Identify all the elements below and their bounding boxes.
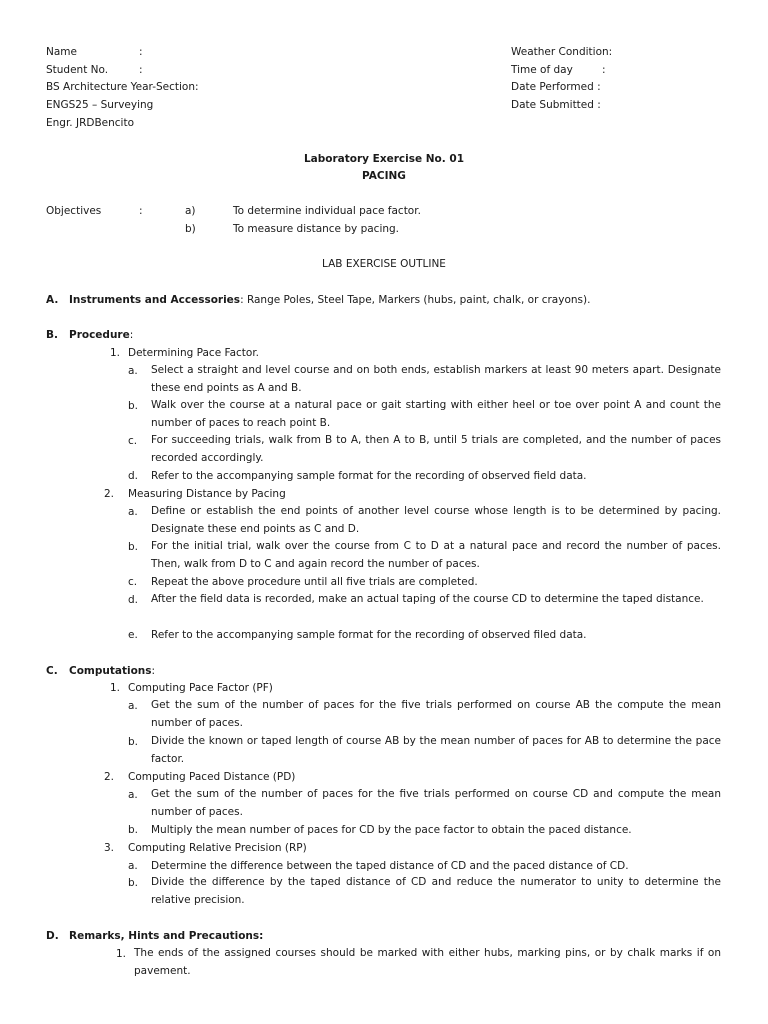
step-letter: b. (128, 824, 139, 836)
step-letter: d. (128, 594, 139, 606)
step-text: Divide the known or taped length of course AB by the mean number of paces for AB to determine the pace factor. (151, 735, 721, 765)
objectives-separator: : (139, 205, 143, 217)
time-of-day-label: Time of day (511, 64, 573, 76)
remark-number: 1. (116, 948, 127, 960)
procedure-heading: Determining Pace Factor. (128, 347, 260, 359)
step-text: Define or establish the end points of another level course whose length is to be determined by pacing. Designate these end points as C and D. (151, 505, 721, 535)
step-text: Repeat the above procedure until all five trials are completed. (151, 576, 478, 588)
section-a-title: Instruments and Accessories (69, 294, 241, 306)
section-c-heading (69, 664, 155, 678)
step-letter: a. (128, 506, 138, 518)
step-letter: d. (128, 470, 139, 482)
objective-letter: a) (185, 205, 196, 217)
section-c-letter: C. (46, 665, 58, 677)
exercise-subtitle: PACING (362, 170, 406, 182)
step-text: Refer to the accompanying sample format for the recording of observed filed data. (151, 629, 587, 641)
exercise-title: Laboratory Exercise No. 01 (303, 153, 465, 165)
date-submitted-label: Date Submitted : (511, 99, 601, 111)
objectives-label: Objectives (46, 205, 102, 217)
step-letter: c. (128, 576, 138, 588)
date-performed-label: Date Performed : (511, 81, 601, 93)
section-b-letter: B. (46, 329, 58, 341)
step-text: For the initial trial, walk over the course from C to D at a natural pace and record the number of paces. Then, walk from D to C and again record the number of paces. (151, 540, 721, 570)
computation-number: 1. (110, 682, 121, 694)
section-b-heading (69, 328, 133, 342)
step-letter: a. (128, 860, 138, 872)
section-b-title: Procedure (69, 329, 130, 341)
step-text: Divide the difference by the taped distance of CD and reduce the numerator to unity to determine the relative precision. (151, 876, 721, 906)
section-a-text: : Range Poles, Steel Tape, Markers (hubs, paint, chalk, or crayons). (240, 294, 591, 306)
step-letter: a. (128, 365, 138, 377)
step-letter: e. (128, 629, 138, 641)
step-text: Multiply the mean number of paces for CD by the pace factor to obtain the paced distance. (151, 824, 632, 836)
student-no-label: Student No. (46, 64, 109, 76)
section-a-line (69, 293, 590, 307)
section-d-letter: D. (46, 930, 59, 942)
step-letter: b. (128, 736, 139, 748)
computation-number: 2. (104, 771, 115, 783)
step-text: Get the sum of the number of paces for the five trials performed on course CD and compute the mean number of paces. (151, 788, 721, 818)
objective-text: To measure distance by pacing. (233, 223, 400, 235)
weather-condition-label: Weather Condition: (511, 46, 613, 58)
remark-text: The ends of the assigned courses should be marked with either hubs, marking pins, or by chalk marks if on pavement. (134, 947, 721, 977)
objective-letter: b) (185, 223, 196, 235)
step-letter: b. (128, 877, 139, 889)
step-letter: c. (128, 435, 138, 447)
name-label: Name (46, 46, 77, 58)
student-no-separator: : (139, 64, 143, 76)
step-letter: a. (128, 700, 138, 712)
course-code-label: ENGS25 – Surveying (46, 99, 154, 111)
computation-heading: Computing Relative Precision (RP) (128, 842, 307, 854)
time-of-day-separator: : (602, 64, 606, 76)
step-letter: a. (128, 789, 138, 801)
computation-heading: Computing Paced Distance (PD) (128, 771, 296, 783)
step-text: Walk over the course at a natural pace or gait starting with either heel or toe over point A and count the number of paces to reach point B. (151, 399, 721, 429)
name-separator: : (139, 46, 143, 58)
step-text: Get the sum of the number of paces for the five trials performed on course AB the compute the mean number of paces. (151, 699, 721, 729)
step-letter: b. (128, 400, 139, 412)
step-text: Select a straight and level course and on both ends, establish markers at least 90 meters apart. Designate these end points as A and B. (151, 364, 721, 394)
step-text: Determine the difference between the taped distance of CD and the paced distance of CD. (151, 860, 629, 872)
step-letter: b. (128, 541, 139, 553)
year-section-label: BS Architecture Year-Section: (46, 81, 199, 93)
procedure-heading: Measuring Distance by Pacing (128, 488, 286, 500)
section-c-title: Computations (69, 665, 152, 677)
step-text: After the field data is recorded, make an actual taping of the course CD to determine the taped distance. (151, 593, 704, 605)
procedure-number: 2. (104, 488, 115, 500)
instructor-label: Engr. JRDBencito (46, 117, 135, 129)
step-text: Refer to the accompanying sample format for the recording of observed field data. (151, 470, 587, 482)
outline-heading: LAB EXERCISE OUTLINE (322, 258, 446, 270)
computation-number: 3. (104, 842, 115, 854)
section-a-letter: A. (46, 294, 59, 306)
objective-text: To determine individual pace factor. (233, 205, 421, 217)
section-b-colon: : (129, 329, 134, 341)
step-text: For succeeding trials, walk from B to A, then A to B, until 5 trials are completed, and the number of paces recorded accordingly. (151, 434, 721, 464)
computation-heading: Computing Pace Factor (PF) (128, 682, 273, 694)
section-d-title: Remarks, Hints and Precautions: (69, 930, 264, 942)
procedure-number: 1. (110, 347, 121, 359)
section-c-colon: : (151, 665, 156, 677)
